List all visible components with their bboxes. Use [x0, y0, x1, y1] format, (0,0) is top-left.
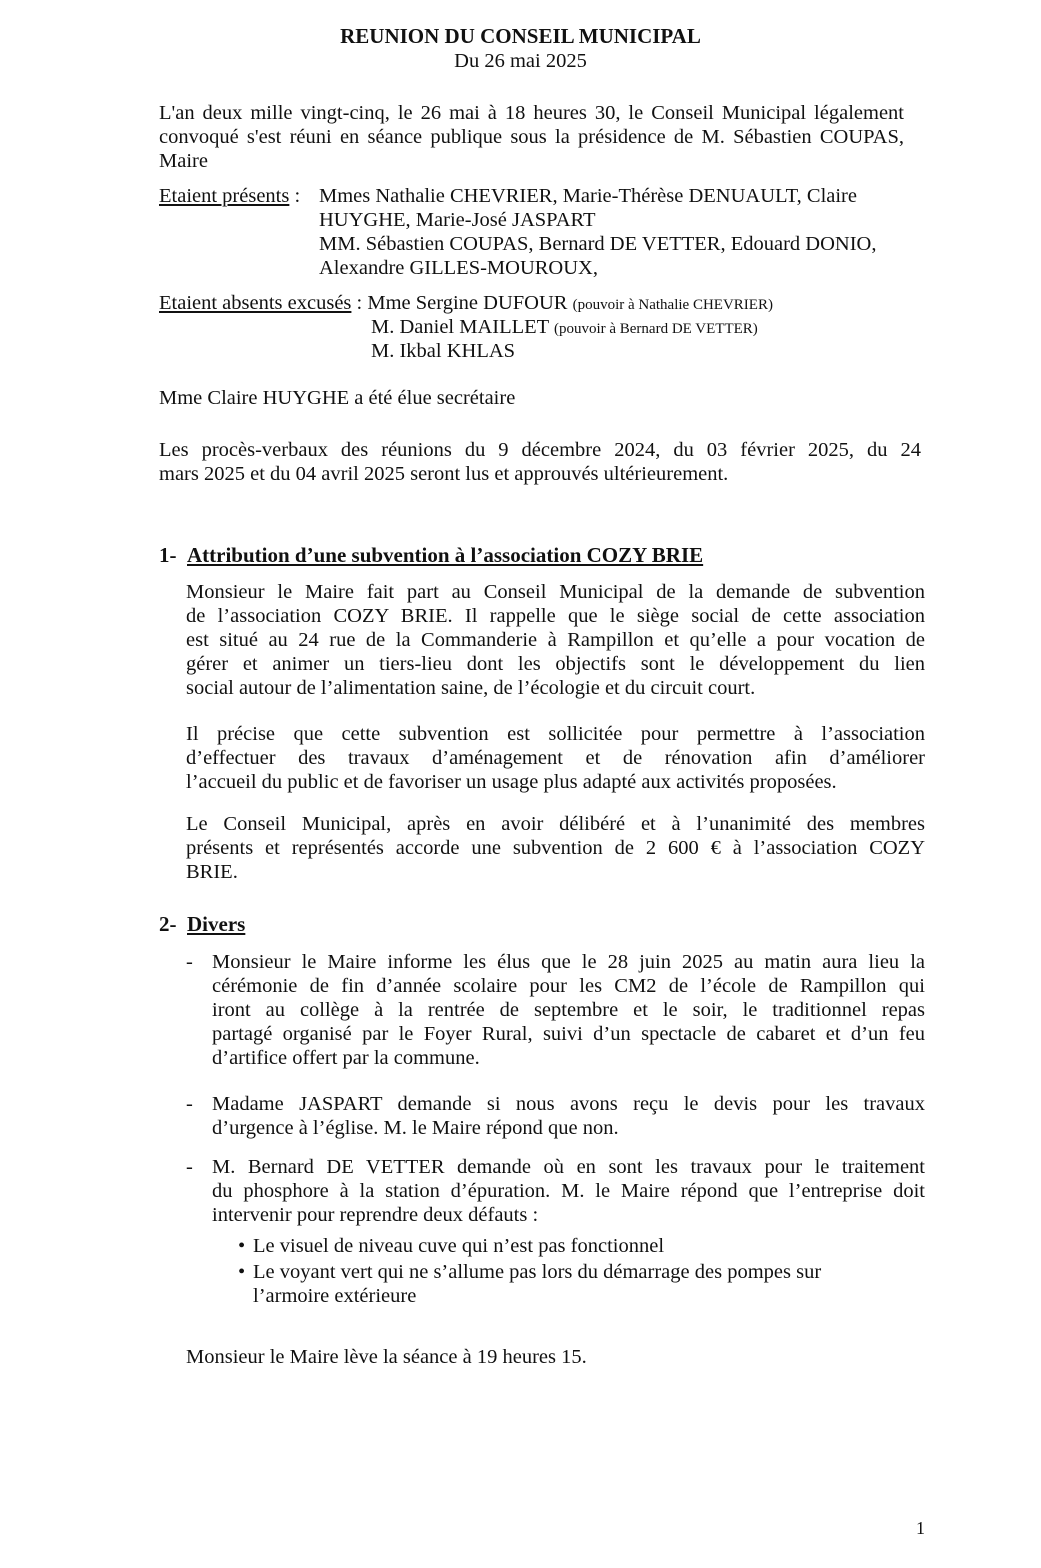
divers-item-2 [212, 1092, 925, 1140]
paragraph-line: l’accueil du public et de favoriser un usage plus adapté aux activités proposées. [186, 771, 837, 793]
page-number: 1 [916, 1518, 925, 1538]
divers-item-3 [212, 1155, 925, 1227]
paragraph-line: présents et représentés accorde une subvention de 2 600 € à l’association COZY [186, 837, 925, 859]
meeting-date: Du 26 mai 2025 [454, 50, 587, 72]
present-label-group [159, 184, 300, 208]
paragraph-line: de l’association COZY BRIE. Il rappelle que le siège social de cette association [186, 605, 925, 627]
bullet-line: Le voyant vert qui ne s’allume pas lors du démarrage des pompes sur [253, 1261, 822, 1283]
section-number: 2- [159, 912, 177, 936]
paragraph-line: d’effectuer des travaux d’aménagement et de rénovation afin d’améliorer [186, 747, 925, 769]
list-dash: - [186, 1093, 193, 1115]
section-title: Divers [187, 912, 246, 936]
present-line: Alexandre GILLES-MOUROUX, [319, 257, 598, 279]
bullet-icon: • [238, 1235, 246, 1257]
absent-label: Etaient absents excusés [159, 292, 352, 314]
section-1-paragraph-3 [186, 812, 925, 884]
bullet-item-2 [253, 1260, 893, 1308]
section-2-heading [159, 912, 245, 936]
present-list [319, 184, 879, 280]
minutes-line: Les procès-verbaux des réunions du 9 décembre 2024, du 03 février 2025, du 24 [159, 439, 921, 461]
absent-person-name: M. Daniel MAILLET [371, 316, 549, 338]
section-1-heading [159, 543, 703, 567]
list-dash: - [186, 951, 193, 973]
paragraph-line: BRIE. [186, 861, 238, 883]
item-line: intervenir pour reprendre deux défauts : [212, 1204, 539, 1226]
divers-item-1 [212, 950, 925, 1070]
secretary-line: Mme Claire HUYGHE a été élue secrétaire [159, 387, 516, 409]
section-1-paragraph-2 [186, 722, 925, 794]
section-1-paragraph-1 [186, 580, 925, 700]
intro-line: L'an deux mille vingt-cinq, le 26 mai à 18 heures 30, le Conseil Municipal légalement [159, 102, 904, 124]
paragraph-line: social autour de l’alimentation saine, de l’écologie et du circuit court. [186, 677, 756, 699]
absent-line-2 [371, 315, 758, 341]
absent-proxy: (pouvoir à Nathalie CHEVRIER) [572, 297, 773, 313]
absent-line-3: M. Ikbal KHLAS [371, 340, 516, 362]
item-line: M. Bernard DE VETTER demande où en sont les travaux pour le traitement [212, 1156, 925, 1178]
absent-person-name: Mme Sergine DUFOUR [367, 292, 568, 314]
bullet-line: l’armoire extérieure [253, 1285, 417, 1307]
intro-paragraph [159, 101, 904, 173]
present-line: Mmes Nathalie CHEVRIER, Marie-Thérèse DENUAULT, Claire [319, 185, 857, 207]
minutes-line: mars 2025 et du 04 avril 2025 seront lus et approuvés ultérieurement. [159, 463, 729, 485]
item-line: du phosphore à la station d’épuration. M. le Maire répond que l’entreprise doit [212, 1180, 925, 1202]
item-line: partagé organisé par le Foyer Rural, suivi d’un spectacle de cabaret et d’un feu [212, 1023, 925, 1045]
item-line: d’urgence à l’église. M. le Maire répond que non. [212, 1117, 619, 1139]
present-line: HUYGHE, Marie-José JASPART [319, 209, 596, 231]
section-title: Attribution d’une subvention à l’association COZY BRIE [187, 543, 704, 567]
intro-line: Maire [159, 150, 208, 172]
paragraph-line: Le Conseil Municipal, après en avoir délibéré et à l’unanimité des membres [186, 813, 925, 835]
closing-line: Monsieur le Maire lève la séance à 19 heures 15. [186, 1346, 587, 1368]
present-separator: : [289, 185, 301, 207]
absent-separator: : [351, 292, 368, 314]
paragraph-line: Monsieur le Maire fait part au Conseil Municipal de la demande de subvention [186, 581, 925, 603]
bullet-item-1: Le visuel de niveau cuve qui n’est pas fonctionnel [253, 1235, 665, 1257]
document-title: REUNION DU CONSEIL MUNICIPAL [340, 24, 701, 48]
item-line: Madame JASPART demande si nous avons reçu le devis pour les travaux [212, 1093, 925, 1115]
item-line: iront au collège à la rentrée de septembre et le soir, le traditionnel repas [212, 999, 925, 1021]
absent-proxy: (pouvoir à Bernard DE VETTER) [553, 321, 758, 337]
paragraph-line: Il précise que cette subvention est sollicitée pour permettre à l’association [186, 723, 925, 745]
section-number: 1- [159, 543, 177, 567]
intro-line: convoqué s'est réuni en séance publique sous la présidence de M. Sébastien COUPAS, [159, 126, 904, 148]
item-line: cérémonie de fin d’année scolaire pour les CM2 de l’école de Rampillon qui [212, 975, 925, 997]
paragraph-line: gérer et animer un tiers-lieu dont les objectifs sont le développement du lien [186, 653, 925, 675]
list-dash: - [186, 1156, 193, 1178]
paragraph-line: est situé au 24 rue de la Commanderie à Rampillon et qu’elle a pour vocation de [186, 629, 925, 651]
minutes-paragraph [159, 438, 921, 486]
item-line: d’artifice offert par la commune. [212, 1047, 480, 1069]
bullet-icon: • [238, 1261, 246, 1283]
item-line: Monsieur le Maire informe les élus que le 28 juin 2025 au matin aura lieu la [212, 951, 925, 973]
present-line: MM. Sébastien COUPAS, Bernard DE VETTER, Edouard DONIO, [319, 233, 877, 255]
absent-line-1 [159, 291, 773, 317]
present-label: Etaient présents [159, 185, 290, 207]
